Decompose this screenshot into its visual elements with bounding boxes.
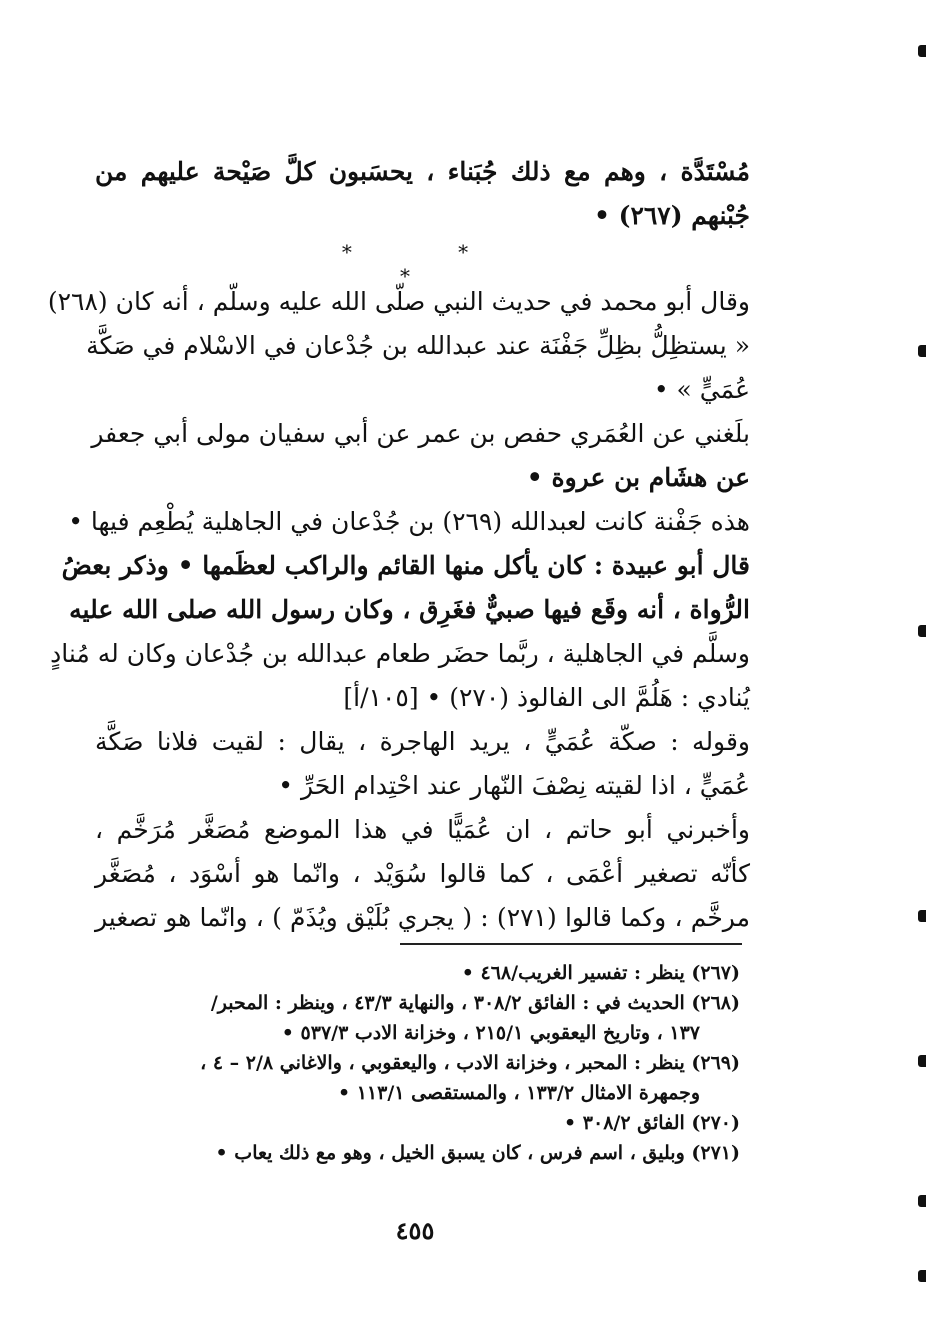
scan-edge-mark bbox=[918, 1195, 926, 1207]
scan-edge-mark bbox=[918, 1270, 926, 1282]
footnotes bbox=[90, 958, 740, 1168]
text-line: جُبْنهم (٢٦٧) • bbox=[593, 201, 750, 230]
text-line: مرخَّم ، وكما قالوا (٢٧١) : ( يجري بُلَيْق ويُذَمّ ) ، وانّما هو تصغير bbox=[95, 903, 750, 932]
text-line: بلَغني عن العُمَري حفص بن عمر عن أبي سفيان مولى أبي جعفر bbox=[91, 419, 750, 448]
scan-edge-mark bbox=[918, 45, 926, 57]
text-line: وقوله : صكّة عُمَيٍّ ، يريد الهاجرة ، يقال : لقيت فلانا صَكَّة bbox=[95, 727, 750, 756]
footnote-line: (٢٦٩) ينظر : المحبر ، وخزانة الادب ، واليعقوبي ، والاغاني ٢/٨ – ٤ ، bbox=[200, 1052, 740, 1074]
text-line: « يستظِلُّ بظِلِّ جَفْنَة عند عبدالله بن جُدْعان في الاسْلام في صَكَّة bbox=[86, 331, 750, 360]
text-line: قال أبو عبيدة : كان يأكل منها القائم والراكب لعظَمها • وذكر بعضُ bbox=[61, 551, 750, 580]
footnote-line: (٢٦٧) ينظر : تفسير الغريب/٤٦٨ • bbox=[461, 962, 740, 984]
footnote-line: ١٣٧ ، وتاريخ اليعقوبي ٢١٥/١ ، وخزانة الادب ٥٣٧/٣ • bbox=[281, 1022, 700, 1044]
text-line: الرُّواة ، أنه وقَع فيها صبيٌّ فغَرِق ، وكان رسول الله صلى الله عليه bbox=[69, 595, 750, 624]
footnote-divider bbox=[400, 943, 742, 945]
footnote-line: (٢٧١) وبليق ، اسم فرس ، كان يسبق الخيل ، وهو مع ذلك يعاب • bbox=[215, 1142, 740, 1164]
text-line: وقال أبو محمد في حديث النبي صلّى الله عليه وسلّم ، أنه كان (٢٦٨) bbox=[47, 287, 750, 316]
main-text bbox=[95, 150, 750, 238]
scan-edge-mark bbox=[918, 1055, 926, 1067]
text-line: وأخبرني أبو حاتم ، ان عُمَيًّا في هذا الموضع مُصَغَّر مُرَخَّم ، bbox=[95, 815, 750, 844]
page-number: ٤٥٥ bbox=[395, 1216, 435, 1245]
footnote-line: (٢٧٠) الفائق ٣٠٨/٢ • bbox=[564, 1112, 740, 1134]
scan-edge-mark bbox=[918, 910, 926, 922]
main-text-continued bbox=[47, 280, 750, 940]
scan-edge-mark bbox=[918, 345, 926, 357]
text-line: كأنّه تصغير أعْمَى ، كما قالوا سُوَيْد ، وانّما هو أسْوَد ، مُصَغَّر bbox=[95, 859, 750, 888]
footnote-line: وجمهرة الامثال ١٣٣/٢ ، والمستقصى ١١٣/١ • bbox=[337, 1082, 700, 1104]
text-line: يُنادي : هَلُمَّ الى الفالوذ (٢٧٠) • [١٠٥/أ] bbox=[343, 683, 750, 712]
text-line: هذه جَفْنة كانت لعبدالله (٢٦٩) بن جُدْعان في الجاهلية يُطْعِم فيها • bbox=[68, 507, 750, 536]
footnote-line: (٢٦٨) الحديث في : الفائق ٣٠٨/٢ ، والنهاية ٤٣/٣ ، وينظر : المحبر/ bbox=[210, 992, 740, 1014]
text-line: عُمَيٍّ » • bbox=[653, 375, 750, 404]
scan-edge-mark bbox=[918, 625, 926, 637]
text-line: وسلَّم في الجاهلية ، ربَّما حضَر طعام عبدالله بن جُدْعان وكان له مُنادٍ bbox=[50, 639, 750, 668]
text-line: مُسْتَدَّة ، وهم مع ذلك جُبَناء ، يحسَبون كلَّ صَيْحة عليهم من bbox=[95, 157, 750, 186]
text-line: عُمَيٍّ ، اذا لقيته نِصْفَ النّهار عند احْتِدام الحَرِّ • bbox=[278, 771, 750, 800]
section-separator-stars: * * * bbox=[341, 240, 519, 288]
text-line: عن هشَام بن عروة • bbox=[526, 463, 750, 492]
